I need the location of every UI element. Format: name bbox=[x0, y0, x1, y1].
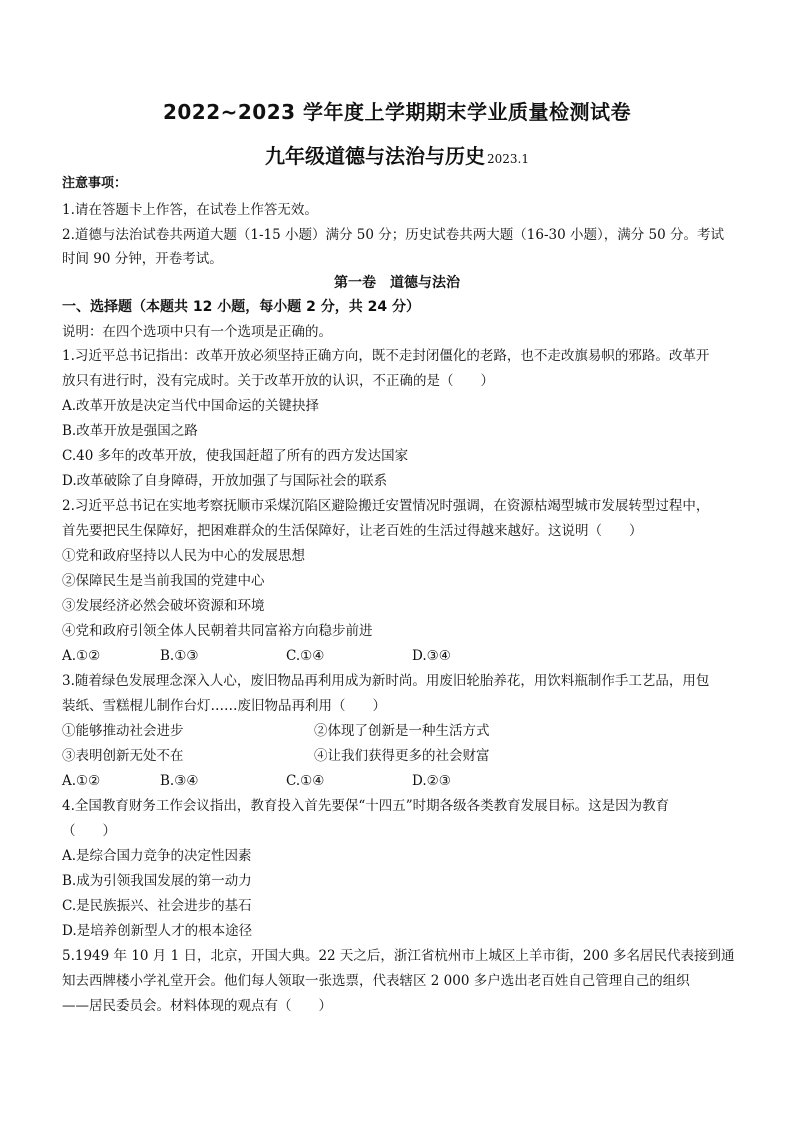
q3-stem-line: 装纸、雪糕棍儿制作台灯……废旧物品再利用（ ） bbox=[62, 698, 386, 714]
q4-stem-line: 4.全国教育财务工作会议指出，教育投入首先要保“十四五”时期各级各类教育发展目标。这是因为教育 bbox=[62, 798, 670, 814]
q2-statement-4: ④党和政府引领全体人民朝着共同富裕方向稳步前进 bbox=[62, 623, 373, 639]
q2-stem-line: 首先要把民生保障好，把困难群众的生活保障好，让老百姓的生活过得越来越好。这说明（ ） bbox=[62, 523, 643, 539]
q3-statement-3: ③表明创新无处不在 bbox=[62, 748, 184, 764]
q1-option-d: D.改革破除了自身障碍，开放加强了与国际社会的联系 bbox=[62, 473, 388, 489]
part-heading: 一、选择题（本题共 12 小题，每小题 2 分，共 24 分） bbox=[62, 299, 420, 315]
q3-statement-1: ①能够推动社会进步 bbox=[62, 723, 184, 739]
exam-date: 2023.1 bbox=[487, 152, 529, 166]
notes-heading: 注意事项： bbox=[62, 176, 128, 191]
exam-title: 2022~2023 学年度上学期期末学业质量检测试卷 bbox=[162, 100, 632, 124]
q3-choice-c: C.①④ bbox=[286, 773, 325, 789]
q3-choice-d: D.②③ bbox=[412, 773, 451, 789]
q2-choice-d: D.③④ bbox=[412, 648, 451, 664]
note-item: 2.道德与法治试卷共两道大题（1-15 小题）满分 50 分；历史试卷共两大题（16-30 小题），满分 50 分。考试 bbox=[62, 227, 724, 243]
instruction: 说明：在四个选项中只有一个选项是正确的。 bbox=[62, 324, 332, 340]
q5-stem-line: 5.1949 年 10 月 1 日，北京，开国大典。22 天之后，浙江省杭州市上城区上羊市街，200 多名居民代表接到通 bbox=[62, 948, 735, 964]
note-item: 时间 90 分钟，开卷考试。 bbox=[62, 251, 223, 267]
q3-choice-a: A.①② bbox=[62, 773, 101, 789]
q4-option-d: D.是培养创新型人才的根本途径 bbox=[62, 923, 253, 939]
q2-statement-1: ①党和政府坚持以人民为中心的发展思想 bbox=[62, 548, 305, 564]
q4-stem-line: （ ） bbox=[62, 823, 116, 839]
q2-choice-a: A.①② bbox=[62, 648, 101, 664]
exam-subtitle bbox=[0, 140, 794, 169]
q4-option-c: C.是民族振兴、社会进步的基石 bbox=[62, 898, 252, 914]
q4-option-b: B.成为引领我国发展的第一动力 bbox=[62, 873, 252, 889]
q3-statement-4: ④让我们获得更多的社会财富 bbox=[314, 748, 490, 764]
q5-stem-line: 知去西牌楼小学礼堂开会。他们每人领取一张选票，代表辖区 2 000 多户选出老百姓自己管理自己的组织 bbox=[62, 973, 690, 989]
q1-stem-line: 放只有进行时，没有完成时。关于改革开放的认识，不正确的是（ ） bbox=[62, 373, 494, 389]
q1-option-c: C.40 多年的改革开放，使我国赶超了所有的西方发达国家 bbox=[62, 448, 409, 464]
q2-statement-2: ②保障民生是当前我国的党建中心 bbox=[62, 573, 265, 589]
q2-stem-line: 2.习近平总书记在实地考察抚顺市采煤沉陷区避险搬迁安置情况时强调，在资源枯竭型城市发展转型过程中， bbox=[62, 498, 710, 514]
q1-stem-line: 1.习近平总书记指出：改革开放必须坚持正确方向，既不走封闭僵化的老路，也不走改旗易帜的邪路。改革开 bbox=[62, 348, 710, 364]
q2-choice-b: B.①③ bbox=[160, 648, 199, 664]
q2-statement-3: ③发展经济必然会破坏资源和环境 bbox=[62, 598, 265, 614]
subject-title: 九年级道德与法治与历史 bbox=[265, 144, 485, 168]
section-title: 第一卷 道德与法治 bbox=[334, 275, 460, 291]
q3-stem-line: 3.随着绿色发展理念深入人心，废旧物品再利用成为新时尚。用废旧轮胎养花，用饮料瓶制作手工艺品，用包 bbox=[62, 673, 710, 689]
note-item: 1.请在答题卡上作答，在试卷上作答无效。 bbox=[62, 202, 318, 218]
q5-stem-line: ——居民委员会。材料体现的观点有（ ） bbox=[62, 998, 332, 1014]
q1-option-a: A.改革开放是决定当代中国命运的关键抉择 bbox=[62, 398, 320, 414]
q3-choice-b: B.③④ bbox=[160, 773, 199, 789]
q4-option-a: A.是综合国力竞争的决定性因素 bbox=[62, 848, 252, 864]
q1-option-b: B.改革开放是强国之路 bbox=[62, 423, 198, 439]
q3-statement-2: ②体现了创新是一种生活方式 bbox=[314, 723, 490, 739]
q2-choice-c: C.①④ bbox=[286, 648, 325, 664]
